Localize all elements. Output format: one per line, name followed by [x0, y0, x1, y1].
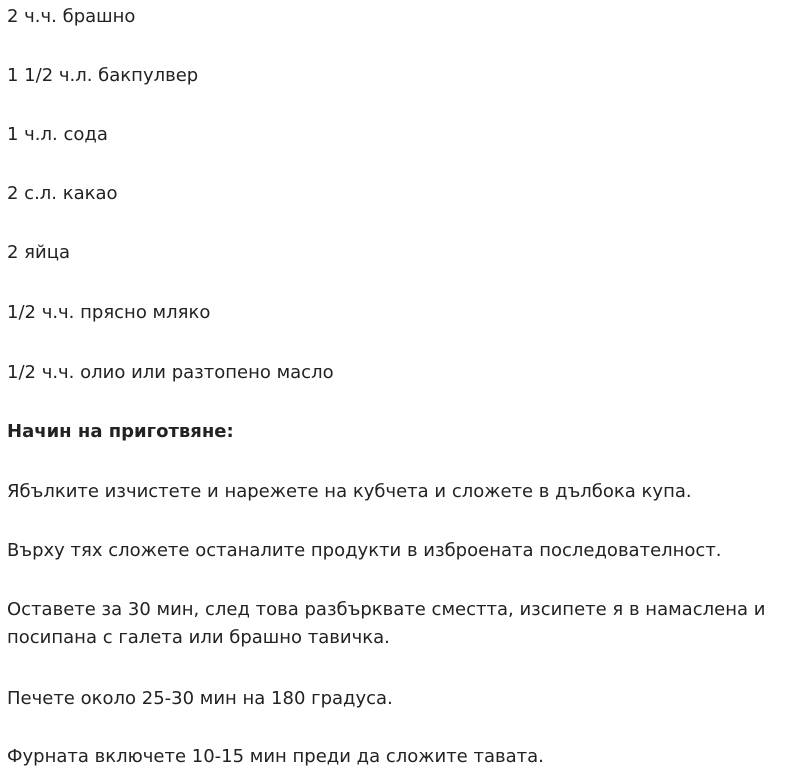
- method-step: Оставете за 30 мин, след това разбърквате сместта, изсипете я в намаслена и посипана с галета или брашно тавичка.: [7, 599, 766, 648]
- ingredient-line: 2 яйца: [7, 242, 70, 263]
- method-step: Фурната включете 10-15 мин преди да сложите тавата.: [7, 746, 544, 767]
- ingredient-line: 1 ч.л. сода: [7, 124, 108, 145]
- ingredient-line: 2 ч.ч. брашно: [7, 6, 136, 27]
- ingredient-line: 1/2 ч.ч. олио или разтопено масло: [7, 362, 334, 383]
- ingredient-line: 2 с.л. какао: [7, 183, 118, 204]
- method-step: Ябълките изчистете и нарежете на кубчета и сложете в дълбока купа.: [7, 481, 692, 502]
- ingredient-line: 1/2 ч.ч. прясно мляко: [7, 302, 211, 323]
- method-step: Печете около 25-30 мин на 180 градуса.: [7, 688, 393, 709]
- method-heading: Начин на приготвяне:: [7, 421, 234, 442]
- method-step: Върху тях сложете останалите продукти в изброената последователност.: [7, 540, 722, 561]
- ingredient-line: 1 1/2 ч.л. бакпулвер: [7, 65, 199, 86]
